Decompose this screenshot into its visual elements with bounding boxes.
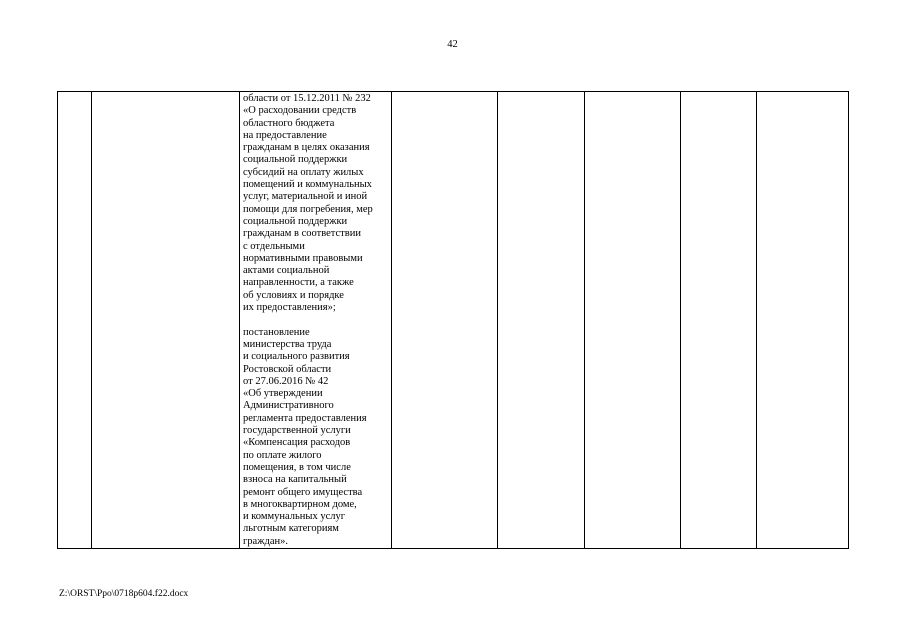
document-table bbox=[57, 91, 849, 549]
text-line: субсидий на оплату жилых bbox=[243, 166, 364, 178]
legal-basis-text bbox=[240, 92, 391, 548]
text-line: гражданам в целях оказания bbox=[243, 142, 370, 154]
text-line: гражданам в соответствии bbox=[243, 228, 361, 240]
text-line: и коммунальных услуг bbox=[243, 511, 346, 523]
text-line: области от 15.12.2011 № 232 bbox=[243, 93, 371, 104]
text-line: с отдельными bbox=[243, 240, 305, 252]
text-line: помещений и коммунальных bbox=[243, 179, 372, 191]
text-line: в многоквартирном доме, bbox=[243, 498, 357, 510]
text-line: взноса на капитальный bbox=[243, 474, 347, 486]
table-cell-empty bbox=[392, 92, 498, 549]
text-line: актами социальной bbox=[243, 265, 330, 277]
text-line: граждан». bbox=[243, 535, 288, 547]
text-line: Административного bbox=[243, 400, 334, 412]
text-line: льготным категориям bbox=[243, 523, 339, 535]
paragraph-gap bbox=[243, 314, 391, 326]
text-line: услуг, материальной и иной bbox=[243, 191, 368, 203]
text-line: по оплате жилого bbox=[243, 449, 322, 461]
text-line: их предоставления»; bbox=[243, 302, 336, 314]
text-line: социальной поддержки bbox=[243, 215, 348, 227]
text-line: помещения, в том числе bbox=[243, 461, 351, 473]
text-line: и социального развития bbox=[243, 351, 350, 363]
table-cell-empty bbox=[757, 92, 849, 549]
text-line: постановление bbox=[243, 326, 310, 338]
text-line: «Компенсация расходов bbox=[243, 437, 351, 449]
text-line: областного бюджета bbox=[243, 117, 335, 129]
table-cell-empty bbox=[681, 92, 757, 549]
text-line: «О расходовании средств bbox=[243, 105, 357, 117]
text-line: нормативными правовыми bbox=[243, 252, 363, 264]
table-cell-name bbox=[92, 92, 240, 549]
text-line: министерства труда bbox=[243, 338, 332, 350]
text-line: от 27.06.2016 № 42 bbox=[243, 375, 329, 387]
text-line: помощи для погребения, мер bbox=[243, 203, 373, 215]
table-cell-empty bbox=[585, 92, 681, 549]
text-line: Ростовской области bbox=[243, 363, 332, 375]
table-cell-number bbox=[58, 92, 92, 549]
text-line: ремонт общего имущества bbox=[243, 486, 363, 498]
text-line: «Об утверждении bbox=[243, 388, 323, 400]
text-line: социальной поддержки bbox=[243, 154, 348, 166]
page-number: 42 bbox=[447, 39, 458, 50]
table-cell-legal-basis bbox=[240, 92, 392, 549]
text-line: об условиях и порядке bbox=[243, 289, 344, 301]
table-row bbox=[58, 92, 849, 549]
text-line: направленности, а также bbox=[243, 277, 354, 289]
table-cell-empty bbox=[498, 92, 585, 549]
text-line: государственной услуги bbox=[243, 425, 351, 437]
text-line: регламента предоставления bbox=[243, 412, 367, 424]
footer-file-path: Z:\ORST\Ppo\0718p604.f22.docx bbox=[59, 589, 189, 599]
text-line: на предоставление bbox=[243, 129, 327, 141]
